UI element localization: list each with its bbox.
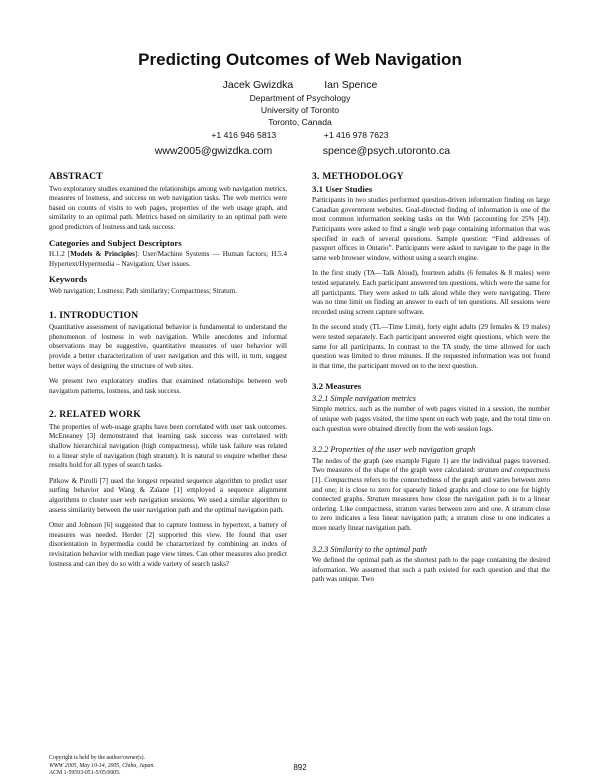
author-name: Jacek Gwizdka [222,79,294,91]
copyright-line: ACM 1-59593-051-5/05/0005. [49,770,121,777]
affiliation-university: University of Toronto [260,105,340,115]
paragraph: Participants in two studies performed question-driven information finding on large Canadian government websites. Goal-directed finding of information is one of the most common information seeking tasks on the Web (accounting for 25% [4]). Participants were asked to find a single web page containing information that was specified in each of several questions. Sample question: “Find addresses of passport offices in Ontario”. Participants were asked to navigate to the page in the same web browser window, without using a search engine. [312,196,550,262]
paragraph: We present two exploratory studies that examined relationships between web navigation patterns, lostness, and task success. [49,377,287,395]
paragraph: We defined the optimal path as the shortest path to the page containing the desired information. We assumed that such a path existed for each question and that the path was unique. Two [312,556,550,584]
keywords-heading: Keywords [49,274,88,285]
author-name: Ian Spence [324,79,378,91]
related-work-heading: 2. RELATED WORK [49,409,141,421]
abstract-text: Two exploratory studies examined the relationships among web navigation metrics, measures of lostness, and success on web navigation tasks. The web metrics were based on counts of visits to web pages, properties of the web usage graph, and similarity to an optimal path. Metrics based on similarity to an optimal path were good predictors of lostness and task success. [49,184,287,231]
introduction-heading: 1. INTRODUCTION [49,309,139,321]
email-addresses [0,145,600,157]
categories-text: H.1.2 [Models & Principles]: User/Machine Systems — Human factors; H.5.4 Hypertext/Hypermedia – Navigation; User issues. [49,250,287,268]
left-column [49,172,287,575]
keywords-text: Web navigation; Lostness; Path similarity; Compactness; Stratum. [49,286,237,295]
paragraph: The properties of web-usage graphs have been correlated with user task outcomes. McEneaney [3] demonstrated that learning task success was correlated with shallow hierarchical navigation (high compactness), while task failure was related to a linear style of navigation (high stratum). It is natural to enquire whether these results hold for all types of search tasks. [49,422,287,470]
affiliation-location: Toronto, Canada [268,117,332,127]
email-address: spence@psych.utoronto.ca [322,145,451,157]
paragraph: In the second study (TL—Time Limit), forty eight adults (29 females & 19 males) were tested separately. Each participant answered eight questions, which were the same for all participants. In contrast to the TA study, the time allowed for each question was limited to three minutes. If the requested information was not found in that time, the participant moved on to the next question. [312,323,550,370]
right-column [312,172,550,591]
graph-properties-heading: 3.2.2 Properties of the user web navigation graph [312,445,476,455]
email-address: www2005@gwizdka.com [154,145,273,157]
paragraph: Simple metrics, such as the number of web pages visited in a session, the number of unique web pages visited, the time spent on each web page, and the total time on each question were obtained directly from the web session logs. [312,405,550,433]
simple-metrics-heading: 3.2.1 Simple navigation metrics [312,393,416,403]
paragraph: The nodes of the graph (see example Figure 1) are the individual pages traversed. Two measures of the shape of the graph were calculated: stratum and compactness [1]. Compactness refers to the connectedness of the graph and varies between zero and one; it is close to zero for sparsely linked graphs and close to one for highly connected graphs. Stratum measures how close the navigation path is to a linear ordering. Like compactness, stratum varies between zero and one. A stratum close to zero indicates a less linear navigation path; a stratum close to one indicates a more nearly linear navigation path. [312,456,550,532]
copyright-line: Copyright is held by the author/owner(s). [49,755,145,761]
paragraph: Pitkow & Pirolli [7] used the longest repeated sequence algorithm to predict user surfing behavior and Wang & Zaïane [1] employed a sequence alignment algorithms to cluster user web navigation sessions. We used a similar algorithm to assess similarity between the user navigation path and the optimal navigation path. [49,476,287,514]
phone-number: +1 416 978 7623 [323,130,389,140]
optimal-path-heading: 3.2.3 Similarity to the optimal path [312,544,427,554]
paragraph: Quantitative assessment of navigational behavior is fundamental to understand the phenomenon of lostness in web navigation. While anecdotes and informal observations may be suggestive, quantitative measures of user behavior will provide a better characterization of user navigation and this will, in turn, suggest better ways of designing the structure of web sites. [49,323,287,370]
abstract-heading: ABSTRACT [49,171,103,182]
copyright-line: WWW 2005, May 10-14, 2005, Chiba, Japan. [49,762,155,769]
page-number: 892 [293,763,307,772]
author-list [0,79,600,91]
affiliation-department: Department of Psychology [249,93,351,103]
paragraph: In the first study (TA—Talk Aloud), fourteen adults (6 females & 8 males) were tested separately. Each participant answered ten questions, which were the same for all participants. They were asked to talk aloud while they were navigating. There was no time limit on finding an answer to each of ten questions. All sessions were recorded using screen capture software. [312,269,550,316]
phone-number: +1 416 946 5813 [211,130,277,140]
paragraph: Otter and Johnson [6] suggested that to capture lostness in hypertext, a battery of measures was needed. Herder [2] supported this view. He found that user disorientation in hypermedia could be characterized by combining an index of revisitation behavior with median page view times. Can other measures also predict lostness and can they do so with a wide variety of search tasks? [49,521,287,568]
phone-numbers [0,130,600,140]
user-studies-heading: 3.1 User Studies [312,183,373,194]
methodology-heading: 3. METHODOLOGY [312,171,404,182]
categories-heading: Categories and Subject Descriptors [49,237,182,248]
paper-title: Predicting Outcomes of Web Navigation [138,50,462,69]
measures-heading: 3.2 Measures [312,381,362,392]
